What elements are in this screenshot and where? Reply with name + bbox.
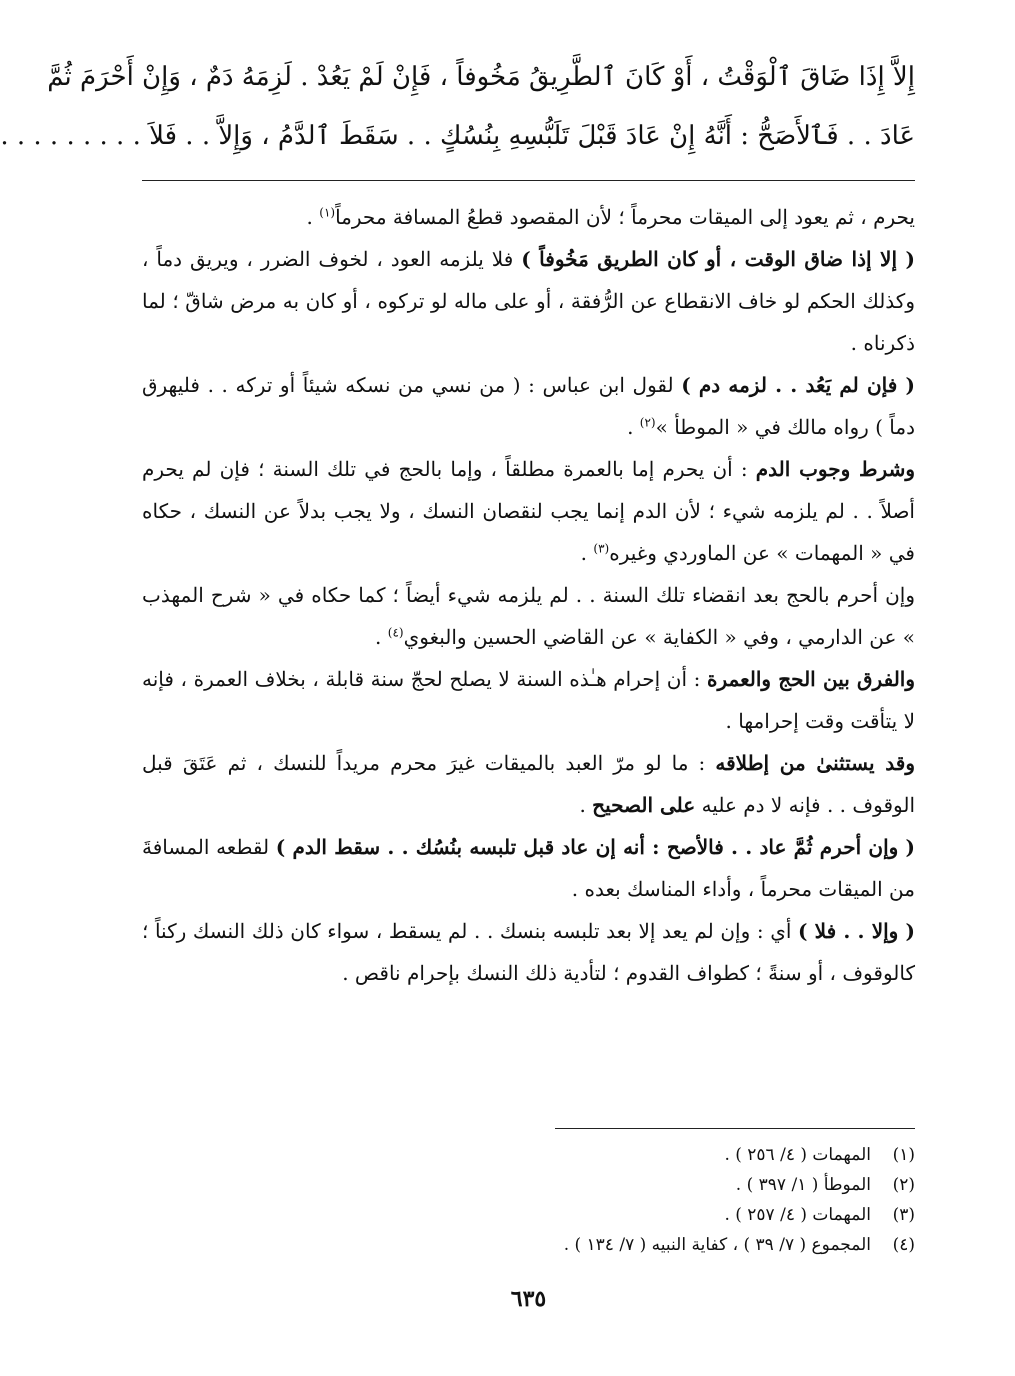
commentary-text-span: فلا يلزمه العود ، لخوف الضرر ، ويريق دماً ، وكذلك الحكم لو خاف الانقطاع عن الرُّفقة ، أو على ماله لو تركوه ، أو كان به مرض شاقّ ؛ لما ذكرناه .	[142, 247, 915, 355]
footnote-number: (٢)	[892, 1175, 915, 1195]
matn-text	[0, 48, 915, 166]
footnote-ref: (٢)	[639, 415, 656, 430]
footnote	[142, 1170, 915, 1200]
footnote-text: المجموع ( ٧/ ٣٩ ) ، كفاية النبيه ( ٧/ ١٣٤ ) .	[563, 1235, 871, 1255]
book-page	[0, 48, 916, 1376]
commentary-text-span: : ما لو مرّ العبد بالميقات غيرَ محرم مريداً للنسك ، ثم عَتَقَ قبل الوقوف . . فإنه لا دم عليه	[142, 751, 915, 817]
commentary-paragraph-8	[142, 826, 915, 910]
footnote-ref: (٣)	[593, 541, 610, 556]
page-number: ٦٣٥	[510, 1286, 547, 1312]
footnote-number: (٣)	[892, 1205, 915, 1225]
commentary-text-span: : أن يحرم إما بالعمرة مطلقاً ، وإما بالحج في تلك السنة ؛ فإن لم يحرم أصلاً . . لم يلزمه شيء ؛ لأن الدم إنما يجب لنقصان النسك ، ولا يجب بدلاً عن النسك ، حكاه في « المهمات » عن الماوردي وغيره	[142, 457, 915, 565]
commentary-paragraph-4	[142, 448, 915, 574]
commentary-text-span: .	[306, 205, 320, 229]
commentary-text-span: لقطعه المسافةَ من الميقات محرماً ، وأداء المناسك بعده .	[142, 835, 915, 901]
commentary-paragraph-1	[142, 196, 915, 238]
commentary-paragraph-5	[142, 574, 915, 658]
matn-quote: ( وإلا . . فلا )	[798, 919, 915, 943]
commentary-paragraph-3	[142, 364, 915, 448]
footnote-text: المهمات ( ٤/ ٢٥٦ ) .	[724, 1145, 871, 1165]
commentary-text-span: لقول ابن عباس : ( من نسي من نسكه شيئاً أو تركه . . فليهرق دماً ) رواه مالك في « الموطأ »	[142, 373, 915, 439]
commentary-text-span: يحرم ، ثم يعود إلى الميقات محرماً ؛ لأن المقصود قطعُ المسافة محرماً	[335, 205, 915, 229]
footnote-text: المهمات ( ٤/ ٢٥٧ ) .	[724, 1205, 871, 1225]
footnote-separator-rule	[555, 1128, 915, 1129]
section-heading: والفرق بين الحج والعمرة	[707, 667, 915, 691]
commentary-paragraph-2	[142, 238, 915, 364]
footnote-number: (١)	[892, 1145, 915, 1165]
matn-quote: ( وإن أحرم ثُمَّ عاد . . فالأصح : أنه إن عاد قبل تلبسه بنُسُك . . سقط الدم )	[275, 835, 916, 859]
commentary-text-span: .	[627, 415, 640, 439]
commentary-text-span: وإن أحرم بالحج بعد انقضاء تلك السنة . . لم يلزمه شيء أيضاً ؛ كما حكاه في « شرح المهذب » عن الدارمي ، وفي « الكفاية » عن القاضي الحسين والبغوي	[142, 583, 915, 649]
matn-line-1: إِلاَّ إِذَا ضَاقَ ٱلْوَقْتُ ، أَوْ كَانَ ٱلطَّرِيقُ مَخُوفاً ، فَإِنْ لَمْ يَعُدْ . لَزِمَهُ دَمٌ ، وَإِنْ أَحْرَمَ ثُمَّ	[47, 62, 915, 92]
footnote	[142, 1230, 915, 1260]
commentary-text-span: .	[580, 541, 594, 565]
commentary-text-span: .	[375, 625, 388, 649]
commentary-paragraph-6	[142, 658, 915, 742]
commentary-text-span: .	[579, 793, 593, 817]
commentary-text-span: : أن إحرام هـٰذه السنة لا يصلح لحجّ سنة قابلة ، بخلاف العمرة ، فإنه لا يتأقت وقت إحرامها .	[142, 667, 915, 733]
footnotes	[142, 1140, 915, 1260]
section-heading: وشرط وجوب الدم	[755, 457, 915, 481]
footnote-ref: (٤)	[387, 625, 404, 640]
footnote-text: الموطأ ( ١/ ٣٩٧ ) .	[735, 1175, 871, 1195]
section-heading: وقد يستثنىٰ من إطلاقه	[715, 751, 916, 775]
commentary-paragraph-7	[142, 742, 915, 826]
matn-separator-rule	[142, 180, 915, 181]
commentary-text	[142, 196, 915, 994]
footnote	[142, 1140, 915, 1170]
commentary-text-span: أي : وإن لم يعد إلا بعد تلبسه بنسك . . لم يسقط ، سواء كان ذلك النسك ركناً ؛ كالوقوف ، أو سنةً ؛ كطواف القدوم ؛ لتأدية ذلك النسك بإحرام ناقص .	[142, 919, 915, 985]
footnote-number: (٤)	[892, 1235, 915, 1255]
matn-quote: على الصحيح	[592, 793, 696, 817]
matn-line-2: عَادَ . . فَٱلأَصَحُّ : أَنَّهُ إِنْ عَادَ قَبْلَ تَلَبُّسِهِ بِنُسُكٍ . . سَقَطَ ٱلدَّمُ ، وَإِلاَّ . . فَلاَ . . . . . . . . .	[0, 121, 915, 151]
footnote	[142, 1200, 915, 1230]
matn-quote: ( فإن لم يَعُد . . لزمه دم )	[681, 373, 915, 397]
commentary-paragraph-9	[142, 910, 915, 994]
footnote-ref: (١)	[319, 205, 336, 220]
matn-quote: ( إلا إذا ضاق الوقت ، أو كان الطريق مَخُوفاً )	[521, 247, 915, 271]
